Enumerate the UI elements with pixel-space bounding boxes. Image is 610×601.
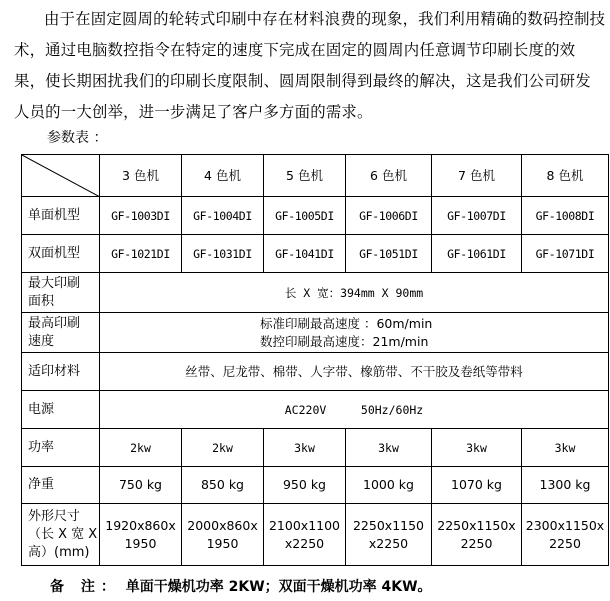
table-row-dimensions	[22, 504, 609, 566]
weight-cell: 750 kg	[100, 467, 182, 504]
row-label: 适印材料	[22, 353, 100, 391]
table-caption: 参数表 ：	[47, 130, 108, 146]
row-label-line: 高）(mm)	[28, 544, 90, 560]
dimension-cell	[432, 504, 522, 566]
table-row-double	[22, 235, 609, 273]
weight-cell: 850 kg	[182, 467, 264, 504]
row-label-line: 最大印刷	[28, 275, 81, 291]
speed-value	[100, 313, 609, 353]
column-header: 8 色机	[522, 155, 609, 197]
weight-cell: 1300 kg	[522, 467, 609, 504]
weight-cell: 1000 kg	[346, 467, 432, 504]
row-label-line: （长 X 宽 X	[28, 526, 98, 542]
row-label	[22, 313, 100, 353]
weight-cell: 1070 kg	[432, 467, 522, 504]
dimension-cell	[182, 504, 264, 566]
dimension-line: 1950	[206, 535, 239, 551]
column-header: 4 色机	[182, 155, 264, 197]
dimension-line: 2250x1150	[352, 517, 425, 533]
wattage-cell: 2kw	[182, 429, 264, 467]
row-label-line: 最高印刷	[28, 315, 81, 331]
model-cell: GF-1031DI	[182, 235, 264, 273]
dimension-line: x2250	[368, 535, 409, 551]
row-label-line: 外形尺寸	[28, 508, 81, 524]
spec-table	[21, 154, 609, 566]
table-row-wattage	[22, 429, 609, 467]
footnote-text: 单面干燥机功率 2KW；双面干燥机功率 4KW。	[125, 579, 432, 595]
dimension-line: 2000x860x	[187, 517, 258, 533]
wattage-cell: 3kw	[432, 429, 522, 467]
dimension-cell	[346, 504, 432, 566]
row-label: 净重	[22, 467, 100, 504]
table-header-row	[22, 155, 609, 197]
table-row-weight	[22, 467, 609, 504]
wattage-cell: 3kw	[346, 429, 432, 467]
row-label-line: 速度	[28, 333, 55, 349]
corner-cell	[22, 155, 100, 197]
dimension-cell	[100, 504, 182, 566]
dimension-cell	[264, 504, 346, 566]
dimension-line: 1950	[124, 535, 157, 551]
dimension-line: 2250x1150x	[437, 517, 516, 533]
column-header: 6 色机	[346, 155, 432, 197]
model-cell: GF-1007DI	[432, 197, 522, 235]
dimension-line: 1920x860x	[105, 517, 176, 533]
weight-cell: 950 kg	[264, 467, 346, 504]
power-value: AC220V 50Hz/60Hz	[100, 391, 609, 429]
dimension-line: 2100x1100	[268, 517, 341, 533]
footnote-label: 备 注：	[50, 579, 121, 595]
speed-standard: 标准印刷最高速度 ：60m/min	[260, 315, 433, 331]
model-cell: GF-1041DI	[264, 235, 346, 273]
model-cell: GF-1005DI	[264, 197, 346, 235]
wattage-cell: 3kw	[264, 429, 346, 467]
model-cell: GF-1061DI	[432, 235, 522, 273]
model-cell: GF-1006DI	[346, 197, 432, 235]
table-row-speed	[22, 313, 609, 353]
column-header: 5 色机	[264, 155, 346, 197]
table-row-materials	[22, 353, 609, 391]
dimension-line: x2250	[284, 535, 325, 551]
table-row-power	[22, 391, 609, 429]
table-row-area	[22, 273, 609, 313]
wattage-cell: 2kw	[100, 429, 182, 467]
row-label: 单面机型	[22, 197, 100, 235]
model-cell: GF-1003DI	[100, 197, 182, 235]
row-label-line: 面积	[28, 293, 55, 309]
footnote	[50, 577, 432, 597]
row-label: 双面机型	[22, 235, 100, 273]
model-cell: GF-1021DI	[100, 235, 182, 273]
row-label	[22, 273, 100, 313]
dimension-line: 2250	[460, 535, 493, 551]
column-header: 7 色机	[432, 155, 522, 197]
table-row-single	[22, 197, 609, 235]
column-header: 3 色机	[100, 155, 182, 197]
model-cell: GF-1004DI	[182, 197, 264, 235]
intro-paragraph: 由于在固定圆周的轮转式印刷中存在材料浪费的现象，我们利用精确的数码控制技术，通过电脑数控指令在特定的速度下完成在固定的圆周内任意调节印刷长度的效果，使长期困扰我们的印刷长度限制、圆周限制得到最终的解决，这是我们公司研发人员的一大创举，进一步满足了客户多方面的需求。	[14, 10, 606, 121]
area-value: 长 X 宽：394mm X 90mm	[100, 273, 609, 313]
dimension-cell	[522, 504, 609, 566]
row-label: 电源	[22, 391, 100, 429]
dimension-line: 2250	[549, 535, 581, 551]
materials-value: 丝带、尼龙带、棉带、人字带、橡筋带、不干胶及卷纸等带料	[100, 353, 609, 391]
speed-cnc: 数控印刷最高速度：21m/min	[260, 333, 429, 349]
row-label: 功率	[22, 429, 100, 467]
model-cell: GF-1051DI	[346, 235, 432, 273]
wattage-cell: 3kw	[522, 429, 609, 467]
row-label	[22, 504, 100, 566]
diagonal-line	[22, 155, 100, 197]
dimension-line: 2300x1150x	[525, 517, 605, 533]
model-cell: GF-1071DI	[522, 235, 609, 273]
model-cell: GF-1008DI	[522, 197, 609, 235]
